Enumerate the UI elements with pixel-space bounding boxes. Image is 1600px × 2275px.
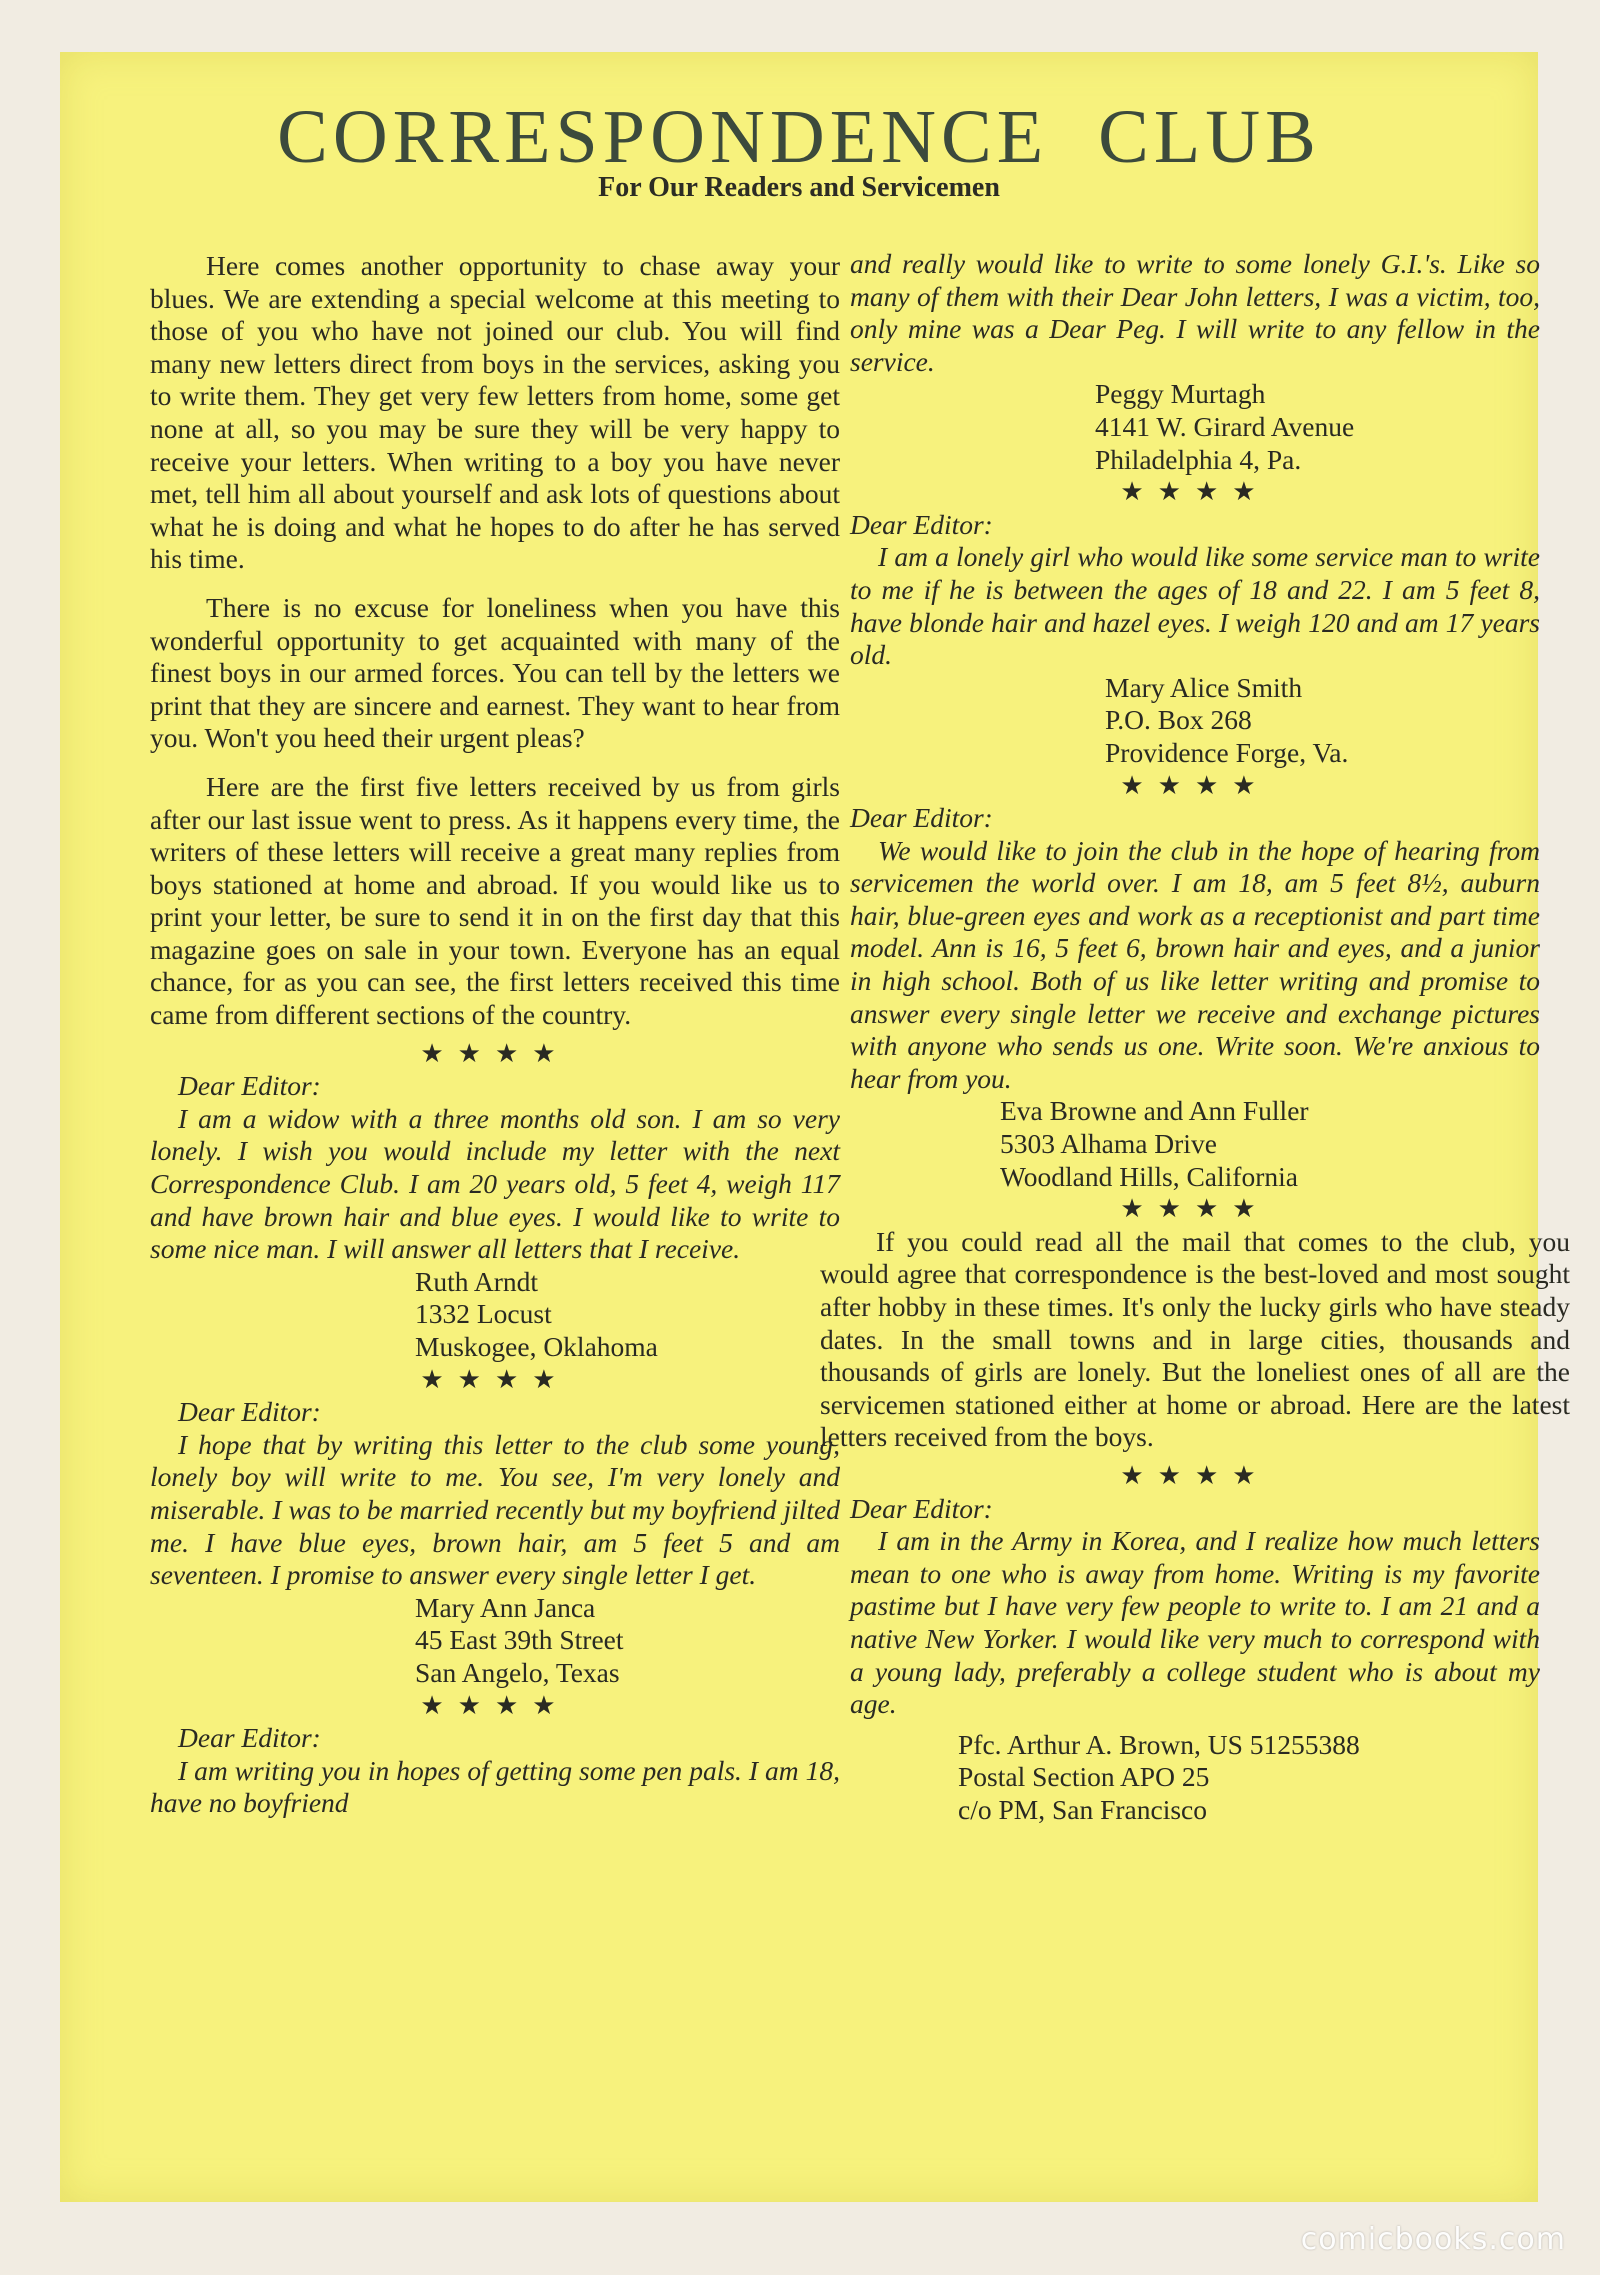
address-street: P.O. Box 268 xyxy=(1105,704,1252,736)
address-name: Ruth Arndt xyxy=(415,1265,538,1297)
letter-body: We would like to join the club in the hope of hearing from servicemen the world over. I am 18, am 5 feet 8½, auburn hair, blue-green eyes and work as a receptionist and part time model. Ann is 16, 5 feet 6, brown hair and eyes, and a junior in high school. Both of us like letter writing and promise to answer every single letter we receive and exchange pictures with anyone who sends us one. Write soon. We're anxious to hear from you. xyxy=(850,834,1540,1094)
intro-paragraph-2: There is no excuse for loneliness when you have this wonderful opportunity to get acquainted with many of the finest boys in our armed forces. You can tell by the letters we print that they are sincere and earnest. They want to hear from you. Won't you heed their urgent pleas? xyxy=(150,591,840,754)
letter-greeting: Dear Editor: xyxy=(850,1492,993,1524)
letter-address xyxy=(1000,1095,1540,1193)
address-city: c/o PM, San Francisco xyxy=(958,1793,1208,1825)
star-divider: ★★★★ xyxy=(1120,1460,1270,1490)
letter-address xyxy=(415,1266,840,1364)
star-divider: ★★★★ xyxy=(1120,1194,1270,1224)
transition-paragraph: If you could read all the mail that comes to the club, you would agree that correspondence is the best-loved and most sought after hobby in these times. It's only the lucky girls who have steady dates. In the small towns and in large cities, thousands and thousands of girls are lonely. But the loneliest ones of all are the servicemen stationed either at home or abroad. Here are the latest letters received from the boys. xyxy=(820,1225,1570,1453)
magazine-page xyxy=(60,52,1570,2202)
letter-greeting: Dear Editor: xyxy=(850,802,993,834)
letter-body: I am in the Army in Korea, and I realize how much letters mean to one who is away from home. Writing is my favorite pastime but I have very few people to write to. I am 21 and a native New Yorker. I would like very much to correspond with a young lady, preferably a college student who is about my age. xyxy=(850,1525,1540,1720)
letter-body: I am a lonely girl who would like some service man to write to me if he is between the ages of 18 and 22. I am 5 feet 8, have blonde hair and hazel eyes. I weigh 120 and am 17 years old. xyxy=(850,541,1540,671)
star-divider: ★★★★ xyxy=(420,1364,570,1394)
address-city: Providence Forge, Va. xyxy=(1105,736,1349,768)
address-name: Pfc. Arthur A. Brown, US 51255388 xyxy=(958,1728,1360,1760)
address-name: Eva Browne and Ann Fuller xyxy=(1000,1095,1309,1127)
address-name: Mary Ann Janca xyxy=(415,1591,596,1623)
address-city: Philadelphia 4, Pa. xyxy=(1095,443,1302,475)
star-divider: ★★★★ xyxy=(420,1038,570,1068)
letter-greeting: Dear Editor: xyxy=(178,1722,321,1754)
intro-paragraph-1: Here comes another opportunity to chase away your blues. We are extending a special welcome at this meeting to those of you who have not joined our club. You will find many new letters direct from boys in the services, asking you to write them. They get very few letters from home, some get none at all, so you may be sure they will be very happy to receive your letters. When writing to a boy you have never met, tell him all about yourself and ask lots of questions about what he is doing and what he hopes to do after he has served his time. xyxy=(150,250,840,575)
star-divider: ★★★★ xyxy=(420,1690,570,1720)
letter-address xyxy=(958,1729,1540,1827)
star-divider: ★★★★ xyxy=(1120,770,1270,800)
right-column xyxy=(820,248,1570,1827)
intro-paragraph-3: Here are the first five letters received by us from girls after our last issue went to press. As it happens every time, the writers of these letters will receive a great many replies from boys stationed at home and abroad. If you would like us to print your letter, be sure to send it in on the first day that this magazine goes on sale in your town. Everyone has an equal chance, for as you can see, the first letters received this time came from different sections of the country. xyxy=(150,770,840,1031)
letter-address xyxy=(1105,672,1540,770)
address-city: Woodland Hills, California xyxy=(1000,1160,1298,1192)
letter-continuation: and really would like to write to some lonely G.I.'s. Like so many of them with their Dear John letters, I was a victim, too, only mine was a Dear Peg. I will write to any fellow in the service. xyxy=(850,248,1540,377)
address-street: 45 East 39th Street xyxy=(415,1624,624,1656)
letter-body: I am a widow with a three months old son. I am so very lonely. I wish you would include my letter with the next Correspondence Club. I am 20 years old, 5 feet 4, weigh 117 and have brown hair and blue eyes. I would like to write to some nice man. I will answer all letters that I receive. xyxy=(150,1102,840,1265)
address-street: Postal Section APO 25 xyxy=(958,1761,1210,1793)
letter-body: I hope that by writing this letter to the club some young, lonely boy will write to me. You see, I'm very lonely and miserable. I was to be married recently but my boyfriend jilted me. I have blue eyes, brown hair, am 5 feet 5 and am seventeen. I promise to answer every single letter I get. xyxy=(150,1428,840,1591)
address-name: Mary Alice Smith xyxy=(1105,671,1303,703)
left-column xyxy=(150,250,840,1820)
star-divider: ★★★★ xyxy=(1120,477,1270,507)
page-title: CORRESPONDENCE CLUB xyxy=(277,95,1321,179)
address-street: 1332 Locust xyxy=(415,1298,552,1330)
address-city: San Angelo, Texas xyxy=(415,1656,620,1688)
letter-body: I am writing you in hopes of getting some pen pals. I am 18, have no boyfriend xyxy=(150,1754,840,1819)
page-subtitle: For Our Readers and Servicemen xyxy=(598,172,1000,203)
letter-greeting: Dear Editor: xyxy=(178,1070,321,1102)
address-street: 4141 W. Girard Avenue xyxy=(1095,410,1355,442)
watermark: comicbooks.com xyxy=(1300,2222,1566,2257)
address-city: Muskogee, Oklahoma xyxy=(415,1331,658,1362)
letter-greeting: Dear Editor: xyxy=(178,1396,321,1428)
letter-greeting: Dear Editor: xyxy=(850,508,993,540)
address-street: 5303 Alhama Drive xyxy=(1000,1128,1217,1160)
letter-address xyxy=(415,1592,840,1690)
letter-address xyxy=(1095,378,1540,476)
address-name: Peggy Murtagh xyxy=(1095,378,1266,410)
